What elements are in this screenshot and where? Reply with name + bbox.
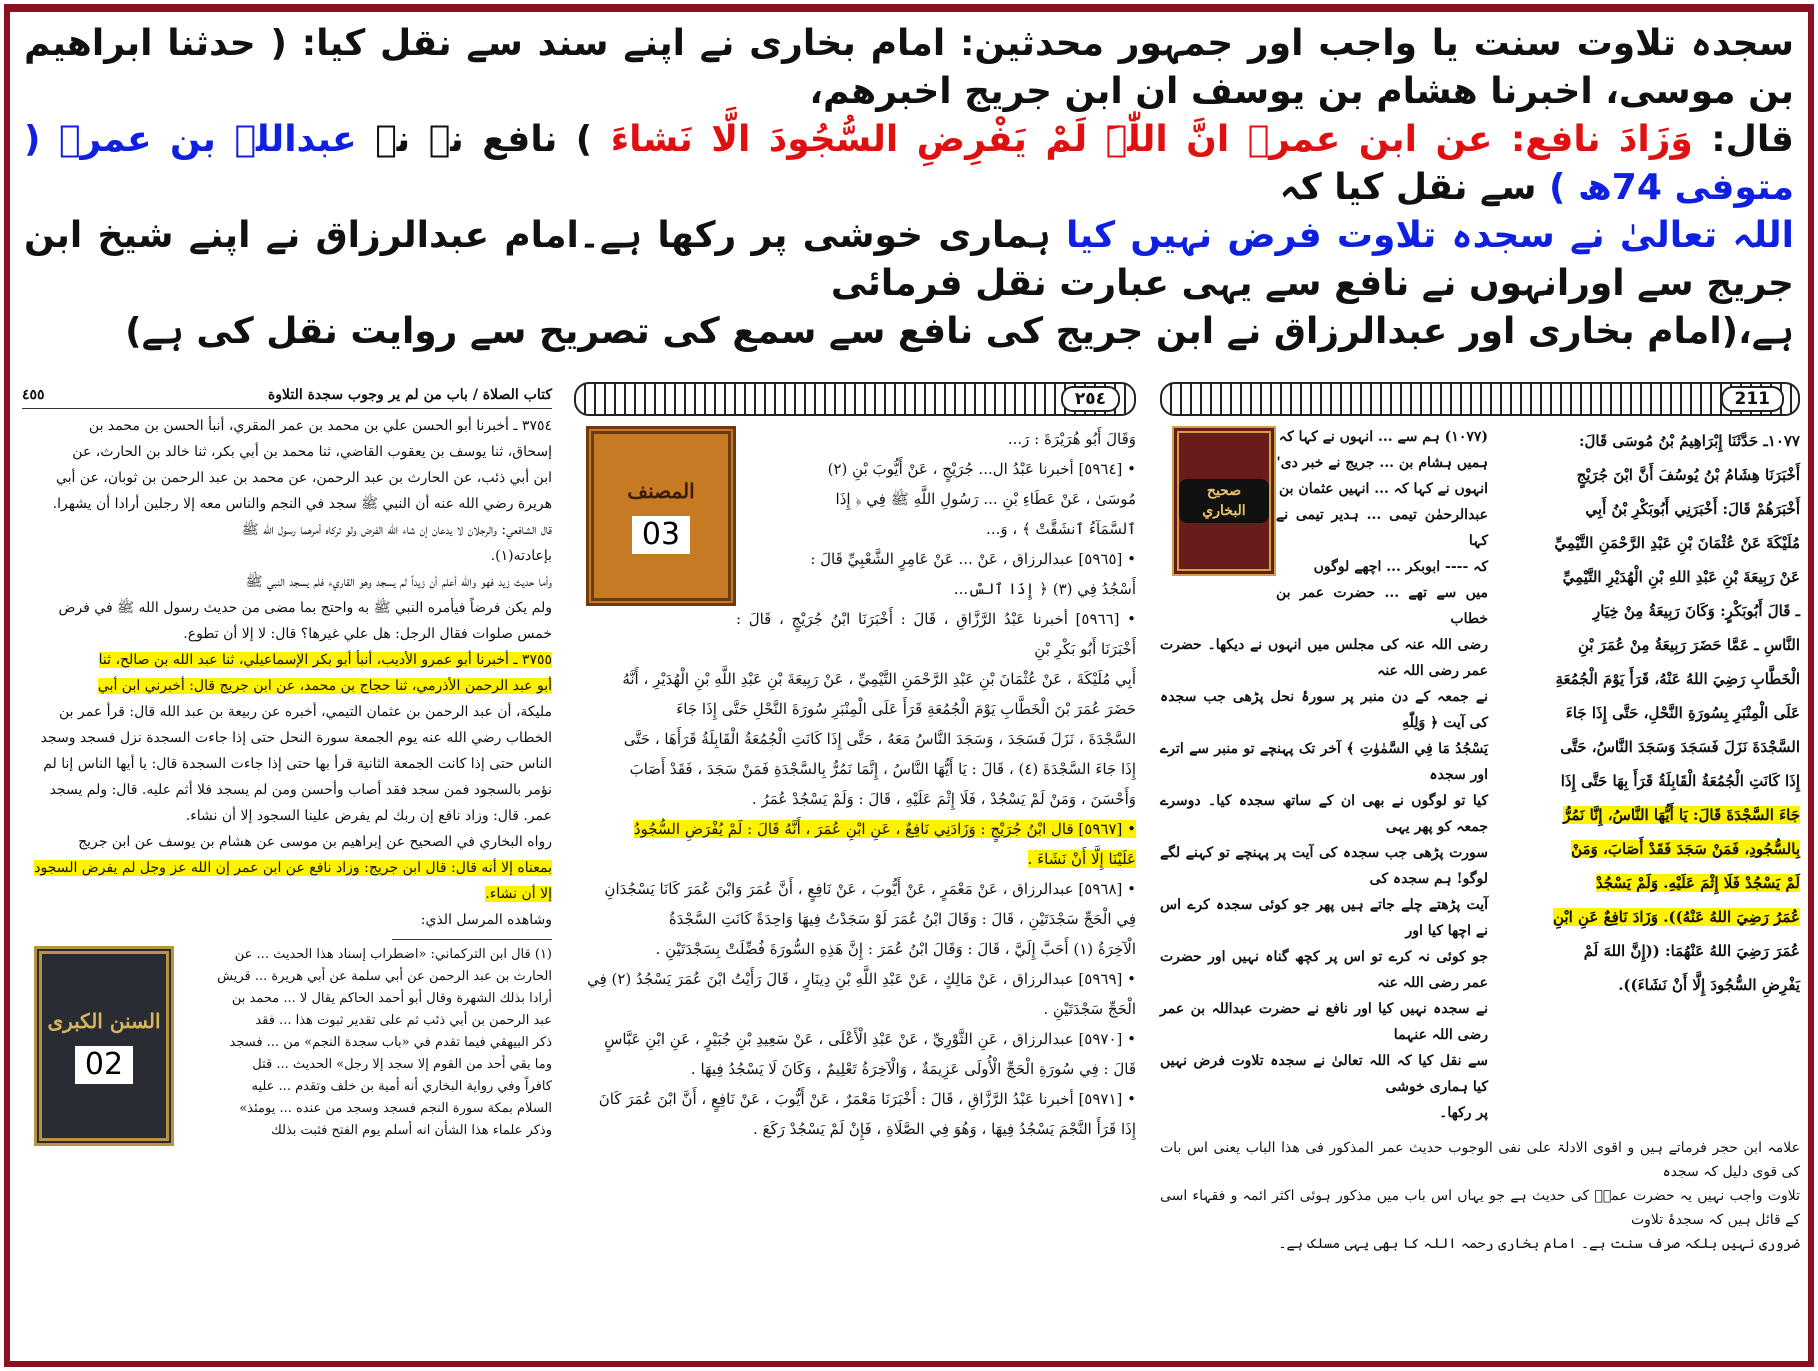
line-text: إِذَا كَانَتِ الْجُمُعَةُ الْقَابِلَةُ قَرَأَ بِهَا حَتَّى إِذَا <box>1560 772 1800 790</box>
header-text: ) نافع نے نے <box>375 119 593 160</box>
line-text: لَمْ يَسْجُدْ فَلَا إِثْمَ عَلَيْهِ. وَلَمْ يَسْجُدْ <box>1595 874 1800 892</box>
line-text: • [٥٩٦٩] عبدالرزاق ، عَنْ مَالِكٍ ، عَنْ عَبْدِ اللَّهِ بْنِ دِينَارٍ ، قَالَ رَأَيْتُ ابْنَ عُمَرَ يَسْجُدُ (٢) فِي <box>587 970 1136 988</box>
arabic-column <box>1510 424 1800 1126</box>
text-line <box>574 934 1136 964</box>
text-line <box>1510 900 1800 934</box>
line-text: ٣٧٥٥ ـ أخبرنا أبو عمرو الأديب، أنبأ أبو بكر الإسماعيلي، ثنا عبد الله بن صالح، ثنا <box>98 652 552 668</box>
text-line <box>574 754 1136 784</box>
text-line <box>1510 662 1800 696</box>
text-line <box>574 994 1136 1024</box>
page-number: ٢٥٤ <box>1061 386 1120 412</box>
line-text: ـ قَالَ أَبُوبَكْرٍ: وَكَانَ رَبِيعَةُ مِنْ خِيَارِ <box>1593 602 1800 620</box>
text-line <box>1160 892 1488 944</box>
line-text: مُلَيْكَةَ عَنْ عُثْمَانَ بْنِ عَبْدِ الرَّحْمَنِ التَّيْمِيِّ <box>1554 534 1800 552</box>
line-text: أبو عبد الرحمن الأذرمي، ثنا حجاج بن محمد، عن ابن جريج قال: أخبرني ابن أبي <box>97 678 552 694</box>
text-line <box>574 904 1136 934</box>
line-text: نے جمعہ کے دن منبر پر سورۂ نحل پڑھی جب سجدہ کی آیت ﴿ وَلِلّٰهِ <box>1160 689 1488 731</box>
text-line <box>574 874 1136 904</box>
text-line <box>1510 730 1800 764</box>
text-line <box>22 543 552 569</box>
text-line <box>1160 580 1488 632</box>
text-line <box>1160 1232 1800 1256</box>
line-text: جو کوئی نہ کرے تو اس پر کچھ گناہ نہیں اور حضرت عمر رضی اللہ عنہ <box>1160 949 1488 991</box>
page-number: 211 <box>1721 386 1785 412</box>
text-line <box>22 907 552 933</box>
line-text: سے نقل کیا کہ اللہ تعالیٰ نے سجدہ تلاوت فرض نہیں کیا ہماری خوشی <box>1160 1053 1488 1095</box>
line-text: أَبِي مُلَيْكَةَ ، عَنْ عُثْمَانَ بْنِ عَبْدِ الرَّحْمَنِ التَّيْمِيِّ ، عَنْ رَبِيعَةَ بْنِ عَبْدِ اللَّهِ بْنِ الْهُدَيْرِ ، أَنَّهُ <box>622 670 1136 688</box>
header-line-4: ہے،(امام بخاری اور عبدالرزاق نے ابن جریج کی نافع سے سمع کی تصریح سے روایت نقل کی ہے) <box>125 311 1794 352</box>
text-line <box>574 844 1136 874</box>
line-text: انہوں نے کہا کہ ... انہیں عثمان بن <box>1279 481 1488 497</box>
book-cover-sunan-kubra <box>34 946 174 1146</box>
line-text: (١) قال ابن التركماني: «اضطراب إسناد هذا الحديث ... عن <box>234 947 552 962</box>
line-text: عبدالرحمٰن تیمی ... ہدیر تیمی نے کہا <box>1276 507 1488 549</box>
text-line <box>1510 866 1800 900</box>
text-line <box>22 647 552 673</box>
line-text: أَسْجُدُ فِي (٣) ﴿ إِذَا ٱلسَّ... <box>953 580 1136 598</box>
sunan-kubra-page <box>22 382 552 1152</box>
cover-label: 02 <box>75 1046 133 1084</box>
line-text: • [٥٩٦٧] قال ابْنُ جُرَيْجٍ : وَزَادَنِي نَافِعٌ ، عَنِ ابْنِ عُمَرَ ، أَنَّهُ قَالَ : لَمْ يُفْرَضِ السُّجُودُ <box>633 820 1136 838</box>
line-text: وشاهده المرسل الذي: <box>420 912 552 928</box>
line-text: عَلَى الْمِنْبَرِ بِسُورَةِ النَّحْلِ، حَتَّى إِذَا جَاءَ <box>1565 704 1800 722</box>
line-text: ابن أبي ذئب، عن الحارث بن عبد الرحمن، عن محمد بن عبد الرحمن بن ثوبان، عن أبي <box>55 470 552 486</box>
text-line <box>22 855 552 881</box>
header-text: ہماری خوشی پر رکھا ہے۔امام عبدالرزاق نے اپنے شیخ ابن جریج سے اورانہوں نے نافع سے یہی عبارت نقل فرمائی <box>24 215 1794 304</box>
text-line <box>1510 832 1800 866</box>
line-text: الْحَجِّ سَجْدَتَيْنِ . <box>1043 1000 1136 1018</box>
text-line <box>1510 764 1800 798</box>
text-line <box>1160 1048 1488 1100</box>
text-line <box>22 491 552 517</box>
urdu-header <box>24 20 1794 356</box>
text-line <box>1160 684 1488 736</box>
line-text: السَّجْدَةَ ، نَزَلَ فَسَجَدَ ، وَسَجَدَ النَّاسُ مَعَهُ ، حَتَّى إِذَا كَانَتِ الْجُمُعَةُ الْقَابِلَةُ قَرَأَهَا ، حَتَّى <box>623 730 1136 748</box>
line-text: نؤمر بالسجود فمن سجد فقد أصاب وأحسن ومن لم يسجد فلا أثم عليه. قال: ولم يسجد <box>49 782 552 798</box>
line-text: إلا أن نشاء. <box>485 886 552 902</box>
line-text: عبد الرحمن بن أبي ذئب ثم على تقدير ثبوت هذا ... فقد <box>255 1013 552 1028</box>
line-text: ٣٧٥٤ ـ أخبرنا أبو الحسن علي بن محمد بن عمر المقري، أنبأ الحسن بن محمد بن <box>88 418 552 434</box>
cover-title: السنن الكبرى <box>47 1009 161 1033</box>
footnote-divider <box>392 939 552 940</box>
text-line <box>1160 1100 1488 1126</box>
text-line <box>1160 736 1488 788</box>
line-text: إِذَا جَاءَ السَّجْدَةَ (٤) ، قَالَ : يَا أَيُّهَا النَّاسُ ، إِنَّمَا نَمُرُّ بِالسَّجْدَةِ فَمَنْ سَجَدَ ، فَقَدْ أَصَابَ <box>629 760 1136 778</box>
line-text: وَقَالَ أَبُو هُرَيْرَةَ : رَ... <box>1007 430 1136 448</box>
line-text: ١٠٧٧ـ حَدَّثَنَا إِبْرَاهِيمُ بْنُ مُوسَى قَالَ: <box>1579 432 1800 450</box>
line-text: كافراً وفي رواية البخاري أنه أمية بن خلف وتقدم ... عليه <box>251 1079 552 1094</box>
line-text: ذكر البيهقي فيما تقدم في «باب سجدة النجم» من ... فسجد <box>229 1035 552 1050</box>
text-line <box>1510 696 1800 730</box>
line-text: فِي الْحَجِّ سَجْدَتَيْنِ ، قَالَ : وَقَالَ ابْنُ عُمَرَ لَوْ سَجَدْتُ فِيهَا وَاحِدَةً كَانَتِ السَّجْدَةُ <box>668 910 1136 928</box>
text-line <box>22 569 552 595</box>
page-body <box>574 424 1136 1144</box>
text-line <box>1510 798 1800 832</box>
text-line <box>22 803 552 829</box>
urdu-footer-note <box>1160 1136 1800 1256</box>
musannaf-page <box>574 382 1136 1144</box>
line-text: قال الشافعي: والرجلان لا يدعان إن شاء الله الفرض ولو تركاه أمرهما رسول الله ﷺ <box>241 522 552 538</box>
text-line <box>574 664 1136 694</box>
line-text: وما بقي أحد من القوم إلا سجد إلا رجل» الحديث ... قتل <box>252 1057 552 1072</box>
line-text: عُمَرَ رَضِيَ اللهُ عَنْهُمَا: ((إِنَّ اللهَ لَمْ <box>1583 942 1800 960</box>
text-line <box>1510 628 1800 662</box>
line-text: سورت پڑھی جب سجدہ کی آیت پر پہنچے تو کہنے لگے لوگو! ہم سجدہ کی <box>1160 845 1488 887</box>
line-text: (١٠٧٧) ہم سے ... انہوں نے کہا کہ <box>1278 429 1488 445</box>
header-line-1: سجدہ تلاوت سنت یا واجب اور جمہور محدثین: امام بخاری نے اپنے سند سے نقل کیا: ( حدثنا ابراھیم بن موسی، اخبرنا ھشام بن یوسف ان ابن جریج اخبرھم، <box>24 23 1794 112</box>
line-text: يَسْجُدُ مَا فِي السَّمٰوٰتِ ﴾ آخر تک پہنچے تو منبر سے اترے اور سجدہ <box>1160 741 1488 783</box>
text-line <box>22 881 552 907</box>
narrator-name-blue: عبداللہ بن عمرؓ ( متوفی 74ھ ) <box>24 119 1794 208</box>
line-text: • [٥٩٦٦] أخبرنا عَبْدُ الرَّزَّاقِ ، قَالَ : أَخْبَرَنَا ابْنُ جُرَيْجٍ ، قَالَ : أَخْبَرَنَا أَبُو بَكْرِ بْنِ <box>736 610 1137 658</box>
line-text: بإعادته(١). <box>490 548 552 564</box>
text-line <box>22 595 552 621</box>
line-text: وأما حديث زيد فهو والله أعلم أن زيداً لم يسجد وهو القاريء فلم يسجد النبي ﷺ <box>245 574 552 590</box>
text-line <box>1160 996 1488 1048</box>
line-text: الحارث بن عبد الرحمن عن أبي سلمة عن أبي هريرة ... قريش <box>217 969 552 984</box>
running-head <box>22 382 552 409</box>
cover-title: صحيح البخاري <box>1179 479 1269 523</box>
line-text: ولم يكن فرضاً فيأمره النبي ﷺ به واحتج بما مضى من حديث رسول الله ﷺ في فرض <box>58 600 552 616</box>
line-text: کہ ---- ابوبکر ... اچھے لوگوں <box>1313 559 1488 575</box>
text-line <box>22 725 552 751</box>
line-text: • [٥٩٦٤] أخبرنا عَبْدُ ال... جُرَيْجٍ ، عَنْ أَيُّوبَ بْنِ (٢) <box>827 460 1136 478</box>
line-text: بِالسُّجُودِ، فَمَنْ سَجَدَ فَقَدْ أَصَابَ، وَمَنْ <box>1571 840 1800 858</box>
line-text: • [٥٩٦٥] عبدالرزاق ، عَنْ ... عَنْ عَامِرٍ الشَّعْبِيِّ قَالَ : <box>810 550 1136 568</box>
text-line <box>1160 1136 1800 1184</box>
line-text: أَخْبَرَنَا هِشَامُ بْنُ يُوسُفَ أَنَّ ابْنَ جُرَيْجٍ <box>1576 466 1800 484</box>
line-text: رضی اللہ عنہ کی مجلس میں انہوں نے دیکھا۔ حضرت عمر رضی اللہ عنہ <box>1160 637 1488 679</box>
text-line <box>574 1024 1136 1054</box>
text-line <box>1160 944 1488 996</box>
text-line <box>574 724 1136 754</box>
text-line <box>22 673 552 699</box>
line-text: الْخَطَّابِ رَضِيَ اللهُ عَنْهُ، قَرَأَ يَوْمَ الْجُمُعَةِ <box>1555 670 1800 688</box>
running-head-title: كتاب الصلاة / باب من لم ير وجوب سجدة التلاوة <box>267 387 552 403</box>
line-text: تلاوت واجب نہیں یہ حضرت عمرؓ کی حدیث ہے جو یہاں اس باب میں مذکور ہوئی اکثر ائمہ و فقہاء اسی کے قائل ہیں کہ سجدۂ تلاوت <box>1160 1188 1800 1228</box>
ruling-blue: اللہ تعالیٰ نے سجدہ تلاوت فرض نہیں کیا <box>1065 215 1794 256</box>
arabic-quote-red: وَزَادَ نافع: عن ابن عمرؓ انَّ اللّٰہَ لَمْ یَفْرِضِ السُّجُودَ الَّا نَشاءَ <box>610 119 1693 160</box>
header-text: سے نقل کیا کہ <box>1279 167 1537 208</box>
line-text: ہمیں ہشام بن ... جریج نے خبر دی' <box>1276 455 1488 471</box>
line-text: میں سے تھے ... حضرت عمر بن خطاب <box>1276 585 1488 627</box>
text-line <box>1510 424 1800 458</box>
text-line <box>574 1084 1136 1114</box>
line-text: النَّاسِ ـ عَمَّا حَضَرَ رَبِيعَةُ مِنْ عُمَرَ بْنِ <box>1577 636 1800 654</box>
book-cover-musannaf <box>586 426 736 606</box>
cover-label: 03 <box>632 516 690 554</box>
text-line <box>574 694 1136 724</box>
text-line <box>1510 594 1800 628</box>
text-line <box>22 829 552 855</box>
text-line <box>1510 458 1800 492</box>
line-text: عَلَيْنَا إِلَّا أَنْ نَشَاءَ . <box>1027 850 1136 868</box>
line-text: هريرة رضي الله عنه أن النبي ﷺ سجد في النجم والناس معه إلا رجلين أرادا أن يشهرا. <box>52 496 552 512</box>
text-line <box>22 699 552 725</box>
line-text: وَأَحْسَنَ ، وَمَنْ لَمْ يَسْجُدْ ، فَلَا إِثْمَ عَلَيْهِ ، قَالَ : وَلَمْ يَسْجُدْ عُمَرُ . <box>751 790 1136 808</box>
book-cover-bukhari <box>1172 426 1276 576</box>
line-text: الناس حتى إذا كانت الجمعة الثانية قرأ بها حتى إذا جاءت السجدة قال: يا أيها الناس إنا لم <box>43 756 552 772</box>
cover-title: المصنف <box>627 479 695 503</box>
line-text: جَاءَ السَّجْدَةَ قَالَ: يَا أَيُّهَا النَّاسُ، إِنَّا نَمُرُّ <box>1563 806 1800 824</box>
line-text: الْآخِرَةُ (١) أَحَبَّ إِلَيَّ ، قَالَ : وَقَالَ ابْنُ عُمَرَ : إِنَّ هَذِهِ السُّورَةَ فُضِّلَتْ بِسَجْدَتَيْنِ . <box>655 940 1136 958</box>
text-line <box>1160 632 1488 684</box>
line-text: حَضَرَ عُمَرَ بْنَ الْخَطَّابِ يَوْمَ الْجُمُعَةِ قَرَأَ عَلَى الْمِنْبَرِ سُورَةَ النَّحْلِ حَتَّى إِذَا جَاءَ <box>676 700 1136 718</box>
line-text: السَّجْدَةَ نَزَلَ فَسَجَدَ وَسَجَدَ النَّاسُ، حَتَّى <box>1560 738 1800 756</box>
line-text: قَالَ : فِي سُورَةِ الْحَجِّ الْأُولَى عَزِيمَةٌ ، وَالْآخِرَةُ تَعْلِيمٌ ، وَكَانَ لَا يَسْجُدُ فِيهَا . <box>690 1060 1136 1078</box>
line-text: ضروری نہیں بلکہ صرف سنت ہے۔ امام بخاری رحمہ اللہ کا بھی یہی مسلک ہے۔ <box>1278 1236 1800 1252</box>
text-line <box>22 621 552 647</box>
text-line <box>1160 788 1488 840</box>
line-text: خمس صلوات فقال الرجل: هل علي غيرها؟ قال: لا إلا أن تطوع. <box>183 626 552 642</box>
line-text: عمر. قال: وزاد نافع إن ربك لم يفرض علينا السجود إلا أن نشاء. <box>185 808 552 824</box>
line-text: علامہ ابن حجر فرماتے ہیں و اقوی الادلۃ علی نفی الوجوب حدیث عمر المذکور فی ھذا الباب یعنی اس بات کی قوی دلیل کہ سجدہ <box>1160 1140 1800 1180</box>
line-text: الخطاب رضي الله عنه يوم الجمعة سورة النحل حتى إذا جاءت السجدة نزل فسجد وسجد <box>40 730 552 746</box>
header-line-2 <box>24 116 1794 212</box>
line-text: • [٥٩٧١] أخبرنا عَبْدُ الرَّزَّاقِ ، قَالَ : أَخْبَرَنَا مَعْمَرٌ ، عَنْ أَيُّوبَ ، عَنْ نَافِعٍ ، أَنَّ ابْنَ عُمَرَ كَانَ <box>598 1090 1136 1108</box>
text-line <box>1510 526 1800 560</box>
line-text: پر رکھا۔ <box>1439 1105 1488 1121</box>
header-text: قال: <box>1711 119 1794 160</box>
line-text: مُوسَىٰ ، عَنْ عَطَاءِ بْنِ ... رَسُولِ اللَّهِ ﷺ فِي ﴿ إِذَا <box>835 490 1136 508</box>
text-line <box>1160 1184 1800 1232</box>
bukhari-page <box>1160 382 1800 1256</box>
text-line <box>574 1114 1136 1144</box>
text-line <box>574 784 1136 814</box>
line-text: عَنْ رَبِيعَةَ بْنِ عَبْدِ اللهِ بْنِ الْهُدَيْرِ التَّيْمِيِّ <box>1562 568 1800 586</box>
line-text: رواه البخاري في الصحيح عن إبراهيم بن موسى عن هشام بن يوسف عن ابن جريج <box>78 834 552 850</box>
page-number: ٤٥٥ <box>22 387 45 403</box>
line-text: بمعناه إلا أنه قال: قال ابن جريج: وزاد نافع عن ابن عمر إن الله عز وجل لم يفرض السجود <box>34 860 552 876</box>
line-text: کیا تو لوگوں نے بھی ان کے ساتھ سجدہ کیا۔ دوسرے جمعہ کو پھر یہی <box>1160 793 1488 835</box>
line-text: عُمَرُ رَضِيَ اللهُ عَنْهُ)). وَزَادَ نَافِعٌ عَنِ ابْنِ <box>1553 908 1800 926</box>
text-line <box>1510 560 1800 594</box>
page-ornament-bar <box>1160 382 1800 416</box>
line-text: • [٥٩٦٨] عبدالرزاق ، عَنْ مَعْمَرٍ ، عَنْ أَيُّوبَ ، عَنْ نَافِعٍ ، أَنَّ عُمَرَ وَابْنَ عُمَرَ كَانَا يَسْجُدَانِ <box>604 880 1136 898</box>
text-line <box>22 777 552 803</box>
text-line <box>22 751 552 777</box>
line-text: • [٥٩٧٠] عبدالرزاق ، عَنِ الثَّوْرِيِّ ، عَنْ عَبْدِ الْأَعْلَى ، عَنْ سَعِيدِ بْنِ جُبَيْرٍ ، عَنِ ابْنِ عَبَّاسٍ <box>604 1030 1136 1048</box>
page-ornament-bar <box>574 382 1136 416</box>
line-text: السلام بمكة سورة النجم فسجد وسجد من عنده ... يومئذ» <box>239 1101 552 1116</box>
text-line <box>22 517 552 543</box>
text-line <box>22 465 552 491</box>
text-line <box>574 604 1136 664</box>
line-text: نے سجدہ نہیں کیا اور نافع نے حضرت عبداللہ بن عمر رضی اللہ عنہما <box>1160 1001 1488 1043</box>
line-text: مليكة، أن عبد الرحمن بن عثمان التيمي، أخبره عن ربيعة بن عبد الله قال: قرأ عمر بن <box>59 704 552 720</box>
text-line <box>574 964 1136 994</box>
text-line <box>22 439 552 465</box>
line-text: إِذَا قَرَأَ النَّجْمَ يَسْجُدُ فِيهَا ، وَهُوَ فِي الصَّلَاةِ ، فَإِنْ لَمْ يَسْجُدْ رَكَعَ . <box>753 1120 1136 1138</box>
page-body <box>22 413 552 933</box>
text-line <box>1510 934 1800 968</box>
text-line <box>1510 968 1800 1002</box>
line-text: يَفْرِضِ السُّجُودَ إِلَّا أَنْ نَشَاءَ)). <box>1618 976 1800 994</box>
line-text: آیت پڑھتے چلے جاتے ہیں پھر جو کوئی سجدہ کرے اس نے اچھا کیا اور <box>1160 897 1488 939</box>
text-line <box>1510 492 1800 526</box>
text-line <box>22 413 552 439</box>
line-text: أَخْبَرَهُمْ قَالَ: أَخْبَرَنِي أَبُوبَكْرِ بْنُ أَبِي <box>1585 500 1800 518</box>
urdu-column <box>1160 424 1488 1126</box>
text-line <box>1160 840 1488 892</box>
text-line <box>574 814 1136 844</box>
text-line <box>574 1054 1136 1084</box>
line-text: أرادا بذلك الشهرة وقال أبو أحمد الحاكم يقال لا ... محمد بن <box>231 991 552 1006</box>
line-text: وذكر علماء هذا الشأن انه أسلم يوم الفتح فثبت بذلك <box>271 1123 552 1138</box>
line-text: إسحاق، ثنا يوسف بن يعقوب القاضي، ثنا محمد بن أبي بكر، ثنا خالد بن الحارث، عن <box>72 444 552 460</box>
footnotes <box>22 944 552 1142</box>
header-line-3 <box>24 212 1794 308</box>
line-text: ٱلسَّمَآءُ ٱنشَقَّتْ ﴾ ، وَ... <box>986 520 1136 538</box>
